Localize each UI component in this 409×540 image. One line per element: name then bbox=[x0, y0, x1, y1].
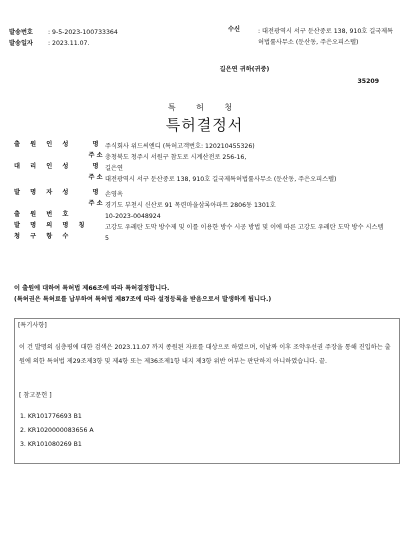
inventor-address-row bbox=[14, 200, 394, 211]
agent-address-value: 대전광역시 서구 둔산중로 138, 910호 길국제특허법률사무소 (둔산동, 주은오피스텔) bbox=[105, 176, 337, 183]
applicant-name-sublabel: 명 bbox=[92, 141, 99, 148]
application-number-value: 10-2023-0048924 bbox=[105, 213, 161, 220]
document-header bbox=[9, 27, 118, 49]
postal-code: 35209 bbox=[357, 78, 379, 85]
references-title: [ 참고문헌 ] bbox=[19, 392, 52, 399]
dispatch-date-label: 발송일자 bbox=[9, 39, 33, 47]
application-number-label: 출 원 번 호 bbox=[14, 211, 73, 218]
remarks-box bbox=[14, 318, 400, 464]
inventor-address-value: 경기도 부천시 신산로 91 목련마을삼록아파트 2806동 1301호 bbox=[105, 202, 276, 209]
inventor-name-row bbox=[14, 189, 394, 200]
notice-line-1: 이 출원에 대하여 특허법 제66조에 따라 특허결정합니다. bbox=[14, 285, 170, 292]
agent-address-sublabel: 주 소 bbox=[88, 174, 103, 181]
office-title: 특 허 청 bbox=[167, 103, 242, 112]
recipient-label: 수신 bbox=[228, 26, 240, 33]
invention-title-label: 발 명 의 명 칭 bbox=[14, 222, 89, 229]
applicant-name-value: 주식회사 위드씨엔디 (특허고객번호: 120210455326) bbox=[105, 143, 255, 150]
applicant-address-row bbox=[14, 152, 394, 163]
claims-count-row bbox=[14, 233, 394, 244]
decision-fields bbox=[14, 141, 394, 244]
reference-item: 2. KR1020000083656 A bbox=[20, 427, 94, 434]
agent-name-sublabel: 명 bbox=[92, 163, 99, 170]
agent-name-row bbox=[14, 163, 394, 174]
applicant-address-sublabel: 주 소 bbox=[88, 152, 103, 159]
agent-label: 대 리 인 성 bbox=[14, 163, 73, 170]
inventor-name-sublabel: 명 bbox=[92, 189, 99, 196]
invention-title-row bbox=[14, 222, 394, 233]
applicant-name-row bbox=[14, 141, 394, 152]
agent-name-value: 길은연 bbox=[105, 165, 123, 172]
applicant-address-value: 충청북도 청주시 서원구 참도로 시계산전로 256-16, bbox=[105, 154, 247, 161]
dispatch-number-label: 발송번호 bbox=[9, 28, 33, 36]
claims-count-label: 청 구 항 수 bbox=[14, 233, 73, 240]
claims-count-value: 5 bbox=[105, 235, 109, 242]
remarks-title: [특기사항] bbox=[18, 322, 47, 329]
application-number-row bbox=[14, 211, 394, 222]
reference-item: 1. KR101776693 B1 bbox=[20, 413, 82, 420]
decision-notice bbox=[14, 283, 394, 305]
dispatch-date-value: : 2023.11.07. bbox=[48, 39, 90, 47]
inventor-address-sublabel: 주 소 bbox=[88, 200, 103, 207]
reference-item: 3. KR101080269 B1 bbox=[20, 441, 82, 448]
invention-title-value: 고강도 우레탄 도막 방수제 및 이를 이용한 방수 시공 방법 및 이에 따른 고강도 우레탄 도막 방수 시스템 bbox=[105, 224, 384, 231]
inventor-name-value: 손영옥 bbox=[105, 191, 123, 198]
recipient-block bbox=[228, 26, 398, 48]
notice-line-2: (특허권은 특허료를 납부하여 특허법 제87조에 따라 설정등록을 받음으로서 발생하게 됩니다.) bbox=[14, 296, 272, 303]
inventor-label: 발 명 자 성 bbox=[14, 189, 73, 196]
dispatch-date-row bbox=[9, 38, 118, 49]
agent-address-row bbox=[14, 174, 394, 185]
recipient-address: : 대전광역시 서구 둔산중로 138, 910호 길국제특허법률사무소 (둔산동, 주은오피스텔) bbox=[258, 28, 394, 46]
dispatch-number-row bbox=[9, 27, 118, 38]
document-title: 특허결정서 bbox=[165, 116, 244, 134]
recipient-name: 길은연 귀하(귀중) bbox=[219, 66, 270, 73]
remarks-body: 이 건 발명의 심층평에 대한 검색은 2023.11.07 까지 종원된 자료를 대상으로 하였으며, 이날짜 이후 조약우선권 주장을 통해 진입하는 출원에 의한 특허법 제29조제3항 및 제4항 또는 제36조제1항 내지 제3항 위반 여부는 판단하지 아니하였습니다. 끝. bbox=[19, 344, 391, 365]
references-list bbox=[20, 410, 94, 452]
applicant-label: 출 원 인 성 bbox=[14, 141, 73, 148]
dispatch-number-value: : 9-5-2023-100733364 bbox=[48, 28, 118, 36]
